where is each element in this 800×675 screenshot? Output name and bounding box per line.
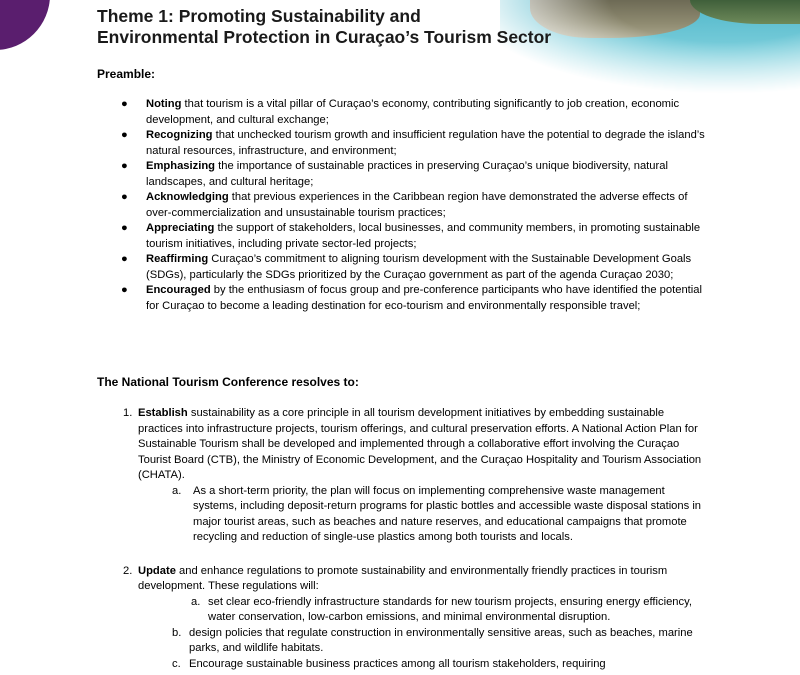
preamble-item — [97, 190, 709, 221]
preamble-item — [97, 159, 709, 190]
bullet-icon: ● — [121, 222, 128, 234]
preamble-text: Curaçao’s commitment to aligning tourism development with the Sustainable Development Goals (SDGs), particularly the SDGs prioritized by the Curaçao government as part of the agenda Curaçao 2030; — [146, 253, 692, 281]
resolutions-list — [97, 406, 709, 672]
resolution-number: 1. — [123, 407, 133, 419]
preamble-lead: Recognizing — [146, 129, 213, 141]
bullet-icon: ● — [121, 98, 128, 110]
sub-item-text: Encourage sustainable business practices among all tourism stakeholders, requiring — [189, 657, 606, 670]
sub-item-letter: c. — [172, 657, 181, 670]
preamble-lead: Encouraged — [146, 284, 211, 296]
title-line-1: Theme 1: Promoting Sustainability and — [97, 6, 421, 26]
preamble-item — [97, 97, 709, 128]
resolution-text: and enhance regulations to promote sustainability and environmentally friendly practices in tourism development. These regulations will: — [138, 564, 668, 592]
resolution-text: sustainability as a core principle in all tourism development initiatives by embedding sustainable practices into infrastructure projects, tourism offerings, and cultural preservation efforts. A National Action Plan for Sustainable Tourism shall be developed and implemented through a collaborative effort involving the Curaçao Tourist Board (CTB), the Ministry of Economic Development, and the Curaçao Hospitality and Tourism Association (CHATA). — [138, 407, 702, 481]
resolution-number: 2. — [123, 564, 133, 577]
preamble-heading: Preamble: — [97, 67, 156, 81]
resolution-lead: Establish — [138, 407, 188, 419]
bullet-icon: ● — [121, 160, 128, 172]
sub-item-letter: b. — [172, 626, 182, 639]
bullet-icon: ● — [121, 284, 128, 296]
preamble-lead: Emphasizing — [146, 160, 215, 172]
resolution-item — [97, 564, 709, 673]
sub-item — [138, 626, 709, 657]
sub-item-letter: a. — [191, 595, 201, 608]
preamble-text: the importance of sustainable practices in preserving Curaçao’s unique biodiversity, natural landscapes, and cultural heritage; — [146, 160, 668, 188]
preamble-lead: Appreciating — [146, 222, 215, 234]
bullet-icon: ● — [121, 129, 128, 141]
sub-item — [138, 595, 709, 626]
bullet-icon: ● — [121, 253, 128, 265]
sub-item-text: design policies that regulate construction in environmentally sensitive areas, such as beaches, marine parks, and wildlife habitats. — [189, 626, 693, 654]
preamble-item — [97, 283, 709, 314]
preamble-text: by the enthusiasm of focus group and pre-conference participants who have identified the potential for Curaçao to become a leading destination for eco-tourism and environmentally responsible travel; — [146, 284, 702, 312]
preamble-text: that tourism is a vital pillar of Curaçao’s economy, contributing significantly to job creation, economic development, and cultural exchange; — [146, 98, 680, 126]
sub-item-text: set clear eco-friendly infrastructure standards for new tourism projects, ensuring energy efficiency, water conservation, low-carbon emissions, and minimal environmental disruption. — [208, 595, 692, 623]
bullet-icon: ● — [121, 191, 128, 203]
preamble-lead: Reaffirming — [146, 253, 209, 265]
corner-decoration — [0, 0, 50, 50]
resolution-lead: Update — [138, 564, 176, 577]
preamble-text: the support of stakeholders, local businesses, and community members, in promoting sustainable tourism initiatives, including private sector-led projects; — [146, 222, 701, 250]
preamble-lead: Noting — [146, 98, 182, 110]
preamble-text: that unchecked tourism growth and insufficient regulation have the potential to degrade the island’s natural resources, infrastructure, and environment; — [146, 129, 705, 157]
sub-item-text: As a short-term priority, the plan will focus on implementing comprehensive waste management systems, including deposit-return programs for plastic bottles and accessible waste disposal stations in major tourist areas, such as beaches and nature reserves, and educational campaigns that promote recycling and reduction of single-use plastics among both tourists and locals. — [193, 484, 702, 543]
sub-item-letter: a. — [172, 484, 182, 497]
sub-item — [138, 484, 709, 546]
preamble-item — [97, 252, 709, 283]
preamble-item — [97, 128, 709, 159]
document-title — [97, 6, 717, 48]
title-line-2: Environmental Protection in Curaçao’s Tourism Sector — [97, 27, 552, 47]
preamble-text: that previous experiences in the Caribbean region have demonstrated the adverse effects of over-commercialization and unsustainable tourism practices; — [146, 191, 688, 219]
sub-item — [138, 657, 709, 673]
resolution-item — [97, 406, 709, 546]
preamble-item — [97, 221, 709, 252]
preamble-list — [97, 97, 709, 314]
document-page — [97, 6, 717, 670]
resolves-heading: The National Tourism Conference resolves to: — [97, 375, 359, 389]
preamble-lead: Acknowledging — [146, 191, 229, 203]
